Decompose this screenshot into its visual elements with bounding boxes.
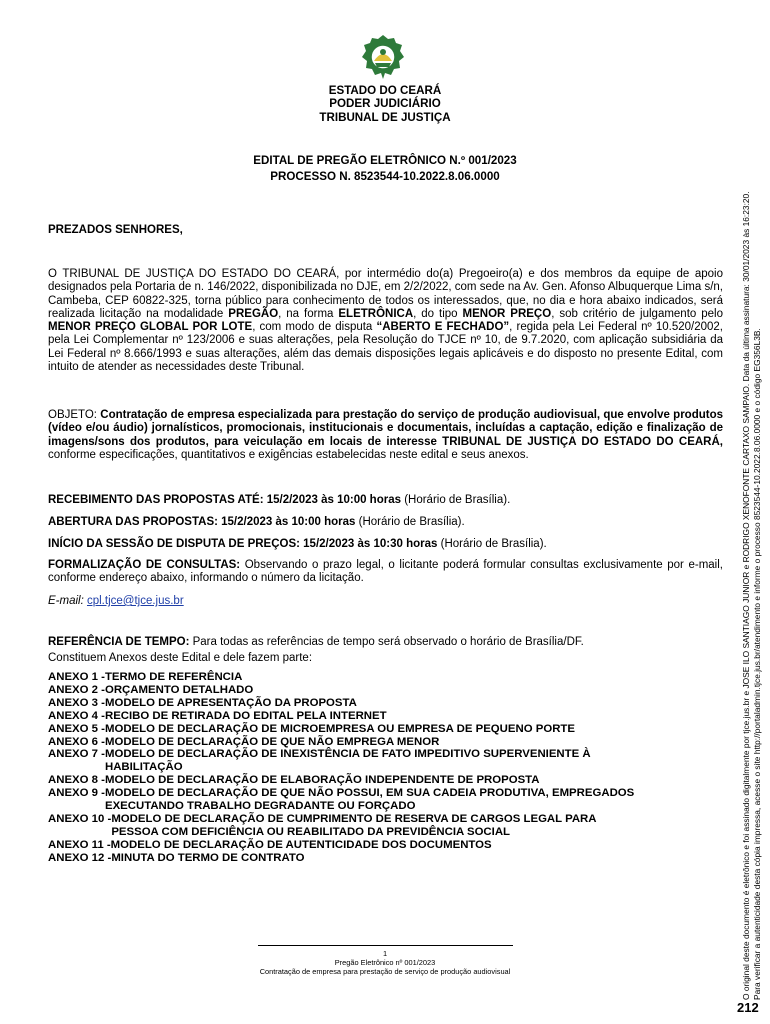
- annex-item: [48, 774, 723, 787]
- process-number: PROCESSO N. 8523544-10.2022.8.06.0000: [270, 169, 500, 183]
- annex-title: [105, 787, 723, 813]
- consultation-paragraph: [48, 559, 723, 586]
- annex-title-text: RECIBO DE RETIRADA DO EDITAL PELA INTERNET: [104, 709, 387, 722]
- annex-number: ANEXO 7 -: [48, 748, 105, 761]
- page-stamp-number: 212: [737, 1000, 759, 1015]
- annex-title-text: MODELO DE DECLARAÇÃO DE QUE NÃO EMPREGA MENOR: [104, 735, 440, 748]
- consultation-text: Observando o prazo legal, o licitante poderá formular consultas exclusivamente por e-mail, conforme endereço abaixo, informando o número da licitação.: [48, 559, 723, 585]
- intro-bold: ELETRÔNICA: [338, 307, 414, 320]
- state-name: ESTADO DO CEARÁ: [328, 84, 442, 97]
- annex-title: [105, 684, 723, 697]
- annex-item: [48, 684, 723, 697]
- institution-header: [0, 84, 770, 124]
- annex-item: [48, 839, 723, 852]
- intro-bold: “ABERTO E FECHADO”: [376, 321, 510, 334]
- signature-side-note: [741, 40, 763, 1000]
- annex-title: [105, 748, 723, 774]
- opening-date-bold: ABERTURA DAS PROPOSTAS: 15/2/2023 às 10:00 horas: [48, 516, 356, 528]
- annex-item: [48, 813, 723, 839]
- annex-title-text: MINUTA DO TERMO DE CONTRATO: [111, 851, 305, 864]
- annex-item: [48, 787, 723, 813]
- intro-text: , sob critério de julgamento pelo: [551, 307, 723, 320]
- annex-title-text: MODELO DE DECLARAÇÃO DE QUE NÃO POSSUI, EM SUA CADEIA PRODUTIVA, EMPREGADOS: [104, 787, 635, 800]
- annex-title-continuation: PESSOA COM DEFICIÊNCIA OU REABILITADO DA PREVIDÊNCIA SOCIAL: [111, 825, 511, 838]
- side-note-line-2: Para verificar a autenticidade desta cópia impressa, acesse o site http://portaladmin.tjce.jus.br/atendimento e informe o processo 8523544-10.2022.8.06.0000 e o código EG356L3B.: [752, 328, 762, 1000]
- footer-line-1: Pregão Eletrônico nº 001/2023: [334, 958, 436, 967]
- annex-number: ANEXO 11 -: [48, 838, 111, 851]
- intro-bold: MENOR PREÇO GLOBAL POR LOTE: [48, 321, 253, 334]
- annex-item: [48, 748, 723, 774]
- intro-text: , regida pela Lei Federal nº 10.520/2002, pela Lei Complementar nº 123/2006 e suas alterações, pela Resolução do TJCE nº 10, de 9.7.2020, com aplicação subsidiária da Lei Federal nº 8.666/1993 e suas alterações, além das demais disposições legais aplicáveis e do disposto no presente Edital, com intuito de atender as necessidades deste Tribunal.: [48, 321, 723, 374]
- annex-item: [48, 697, 723, 710]
- annex-item: [48, 852, 723, 865]
- annex-title-text: MODELO DE APRESENTAÇÃO DA PROPOSTA: [104, 696, 357, 709]
- session-start-bold: INÍCIO DA SESSÃO DE DISPUTA DE PREÇOS: 15/2/2023 às 10:30 horas: [48, 538, 438, 550]
- annex-number: ANEXO 8 -: [48, 774, 105, 787]
- annex-title: [105, 723, 723, 736]
- annex-title-text: MODELO DE DECLARAÇÃO DE ELABORAÇÃO INDEPENDENTE DE PROPOSTA: [104, 774, 540, 787]
- annex-title: [105, 774, 723, 787]
- intro-paragraph: [48, 268, 723, 374]
- intro-text: , na forma: [278, 307, 339, 320]
- annex-number: ANEXO 2 -: [48, 683, 105, 696]
- annex-number: ANEXO 10 -: [48, 812, 112, 825]
- annex-number: ANEXO 4 -: [48, 709, 105, 722]
- annex-title: [105, 671, 723, 684]
- annex-title: [105, 697, 723, 710]
- intro-text: , com modo de disputa: [252, 321, 377, 334]
- email-label: E-mail:: [48, 595, 84, 607]
- email-link[interactable]: cpl.tjce@tjce.jus.br: [86, 595, 184, 607]
- annex-title-text: MODELO DE DECLARAÇÃO DE AUTENTICIDADE DOS DOCUMENTOS: [110, 838, 492, 851]
- annex-item: [48, 736, 723, 749]
- annex-title-text: MODELO DE DECLARAÇÃO DE MICROEMPRESA OU EMPRESA DE PEQUENO PORTE: [104, 722, 575, 735]
- objeto-text: conforme especificações, quantitativos e exigências estabelecidas neste edital e seus anexos.: [48, 448, 529, 461]
- objeto-paragraph: [48, 409, 723, 462]
- annex-title-text: MODELO DE DECLARAÇÃO DE INEXISTÊNCIA DE FATO IMPEDITIVO SUPERVENIENTE À: [104, 748, 591, 761]
- annex-title-text: MODELO DE DECLARAÇÃO DE CUMPRIMENTO DE RESERVA DE CARGOS LEGAL PARA: [111, 812, 597, 825]
- annex-item: [48, 671, 723, 684]
- opening-date-note: (Horário de Brasília).: [355, 516, 465, 528]
- annex-number: ANEXO 3 -: [48, 696, 105, 709]
- side-note-line-1: O original deste documento é eletrônico e foi assinado digitalmente por tjce.jus.br e JOSE ILO SANTIAGO JUNIOR e RODRIGO XENOFONTE CARTAXO SAMPAIO. Data da última assinatura: 30/01/2023 às 16:23:20.: [741, 191, 751, 1000]
- footer-divider: [258, 945, 513, 946]
- receipt-deadline: [48, 494, 723, 507]
- coat-of-arms-icon: [358, 33, 408, 83]
- annex-number: ANEXO 5 -: [48, 722, 105, 735]
- annex-title-text: ORÇAMENTO DETALHADO: [104, 683, 254, 696]
- time-reference-bold: REFERÊNCIA DE TEMPO:: [48, 636, 190, 648]
- annex-list: [48, 671, 723, 865]
- annex-title-continuation: HABILITAÇÃO: [104, 761, 183, 774]
- session-start: [48, 538, 723, 551]
- intro-bold: MENOR PREÇO: [462, 307, 552, 320]
- power-name: PODER JUDICIÁRIO: [329, 97, 441, 111]
- annex-title: [111, 839, 723, 852]
- annex-title: [111, 852, 723, 865]
- intro-bold: PREGÃO: [228, 307, 279, 320]
- receipt-deadline-bold: RECEBIMENTO DAS PROPOSTAS ATÉ: 15/2/2023 às 10:00 horas: [48, 494, 401, 506]
- annex-number: ANEXO 9 -: [48, 787, 105, 800]
- session-start-note: (Horário de Brasília).: [437, 538, 547, 550]
- edital-number: EDITAL DE PREGÃO ELETRÔNICO N.º 001/2023: [253, 154, 517, 167]
- email-line: [48, 595, 723, 608]
- time-reference-text: Para todas as referências de tempo será observado o horário de Brasília/DF.: [189, 636, 584, 648]
- annex-number: ANEXO 6 -: [48, 735, 105, 748]
- annex-title-continuation: EXECUTANDO TRABALHO DEGRADANTE OU FORÇADO: [104, 800, 416, 813]
- receipt-deadline-note: (Horário de Brasília).: [401, 494, 511, 506]
- objeto-bold: Contratação de empresa especializada para prestação do serviço de produção audiovisual, que envolve produtos (vídeo e/ou áudio) jornalísticos, promocionais, institucionais e documentais, incluídas a captação, edição e finalização de imagens/sons dos produtos, para veiculação em locais de interesse TRIBUNAL DE JUSTIÇA DO ESTADO DO CEARÁ,: [48, 409, 723, 448]
- consultation-bold: FORMALIZAÇÃO DE CONSULTAS:: [48, 559, 241, 571]
- intro-text: , do tipo: [413, 307, 463, 320]
- document-title: [0, 153, 770, 184]
- annex-item: [48, 723, 723, 736]
- salutation: PREZADOS SENHORES,: [48, 224, 183, 236]
- annex-title: [105, 710, 723, 723]
- time-reference: [48, 636, 723, 649]
- court-name: TRIBUNAL DE JUSTIÇA: [319, 110, 451, 124]
- annex-title: [105, 736, 723, 749]
- annex-item: [48, 710, 723, 723]
- footer-page-number: 1: [382, 949, 388, 958]
- annex-number: ANEXO 1 -: [48, 671, 105, 683]
- intro-text: O TRIBUNAL DE JUSTIÇA DO ESTADO DO CEARÁ, por intermédio do(a) Pregoeiro(a) e dos membros da equipe de apoio designados pela Portaria de n. 146/2022, disponibilizada no DJE, em 2/2/2022, com sede na Av. Gen. Afonso Albuquerque Lima s/n, Cambeba, CEP 60822-325, torna público para conhecimento de todos os interessados, que, no dia e hora abaixo indicados, será realizada licitação na modalidade: [48, 268, 723, 320]
- footer-line-2: Contratação de empresa para prestação de serviço de produção audiovisual: [259, 967, 511, 976]
- annex-title: [111, 813, 723, 839]
- opening-date: [48, 516, 723, 529]
- annex-number: ANEXO 12 -: [48, 851, 112, 864]
- objeto-label: OBJETO:: [48, 409, 101, 421]
- annexes-intro: Constituem Anexos deste Edital e dele fazem parte:: [48, 652, 313, 664]
- annex-title-text: TERMO DE REFERÊNCIA: [104, 671, 243, 683]
